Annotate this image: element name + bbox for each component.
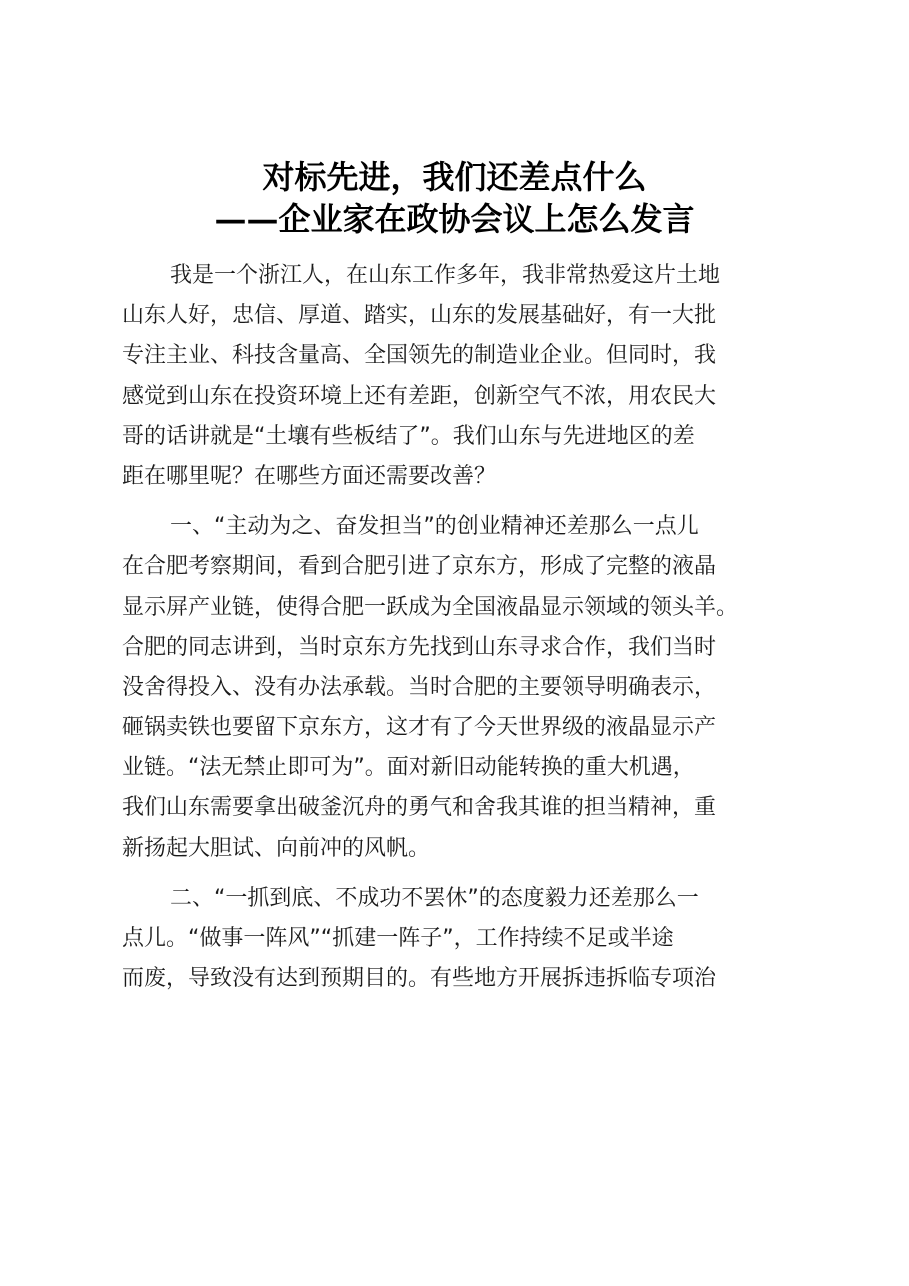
- paragraph-3: [122, 879, 802, 1000]
- text-line: 我是一个浙江人，在山东工作多年，我非常热爱这片土地: [170, 263, 721, 288]
- paragraph-spacer: [122, 497, 802, 507]
- text-line: 距在哪里呢？在哪些方面还需要改善？: [122, 463, 497, 489]
- document-subtitle: ——企业家在政协会议上怎么发言: [214, 200, 695, 238]
- text-line: 显示屏产业链，使得合肥一跃成为全国液晶显示领域的领头羊。: [122, 594, 739, 620]
- text-line: 在合肥考察期间，看到合肥引进了京东方，形成了完整的液晶: [122, 554, 717, 580]
- text-line: 山东人好，忠信、厚道、踏实，山东的发展基础好，有一大批: [122, 303, 717, 329]
- paragraph-spacer: [122, 869, 802, 879]
- text-line: 业链。“法无禁止即可为”。面对新旧动能转换的重大机遇，: [122, 755, 695, 781]
- document-body: [122, 256, 802, 999]
- text-line: 点儿。“做事一阵风”“抓建一阵子”，工作持续不足或半途: [122, 926, 674, 951]
- text-line: 专注主业、科技含量高、全国领先的制造业企业。但同时，我: [122, 343, 717, 369]
- paragraph-2: [122, 507, 802, 869]
- title-block: [0, 156, 909, 240]
- text-line: 哥的话讲就是“土壤有些板结了”。我们山东与先进地区的差: [122, 423, 695, 449]
- text-line: 砸锅卖铁也要留下京东方，这才有了今天世界级的液晶显示产: [122, 715, 717, 741]
- document-title: 对标先进，我们还差点什么: [262, 158, 647, 196]
- text-line: 没舍得投入、没有办法承载。当时合肥的主要领导明确表示，: [122, 674, 717, 700]
- paragraph-1: [122, 256, 802, 497]
- text-line: 感觉到山东在投资环境上还有差距，创新空气不浓，用农民大: [122, 383, 717, 409]
- text-line: 一、“主动为之、奋发担当”的创业精神还差那么一点儿: [170, 514, 699, 540]
- text-line: 二、“一抓到底、不成功不罢休”的态度毅力还差那么一: [170, 885, 699, 911]
- text-line: 而废，导致没有达到预期目的。有些地方开展拆违拆临专项治: [122, 966, 717, 992]
- text-line: 新扬起大胆试、向前冲的风帆。: [122, 835, 431, 861]
- text-line: 我们山东需要拿出破釜沉舟的勇气和舍我其谁的担当精神，重: [122, 795, 717, 821]
- text-line: 合肥的同志讲到，当时京东方先找到山东寻求合作，我们当时: [122, 634, 717, 660]
